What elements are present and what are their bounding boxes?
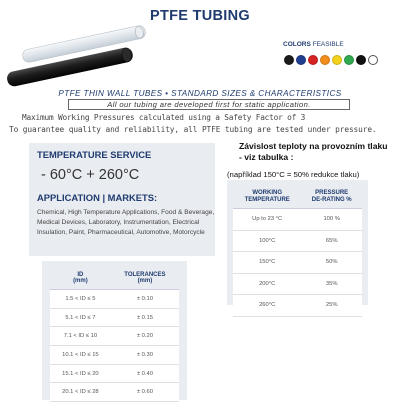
table-row (50, 346, 179, 365)
derating-cell: 65% (301, 230, 362, 252)
table-row (50, 364, 179, 383)
tol-header-id: ID (mm) (50, 266, 111, 290)
tolerance-cell: 5.1 < ID ≤ 7 (50, 308, 111, 327)
color-swatch (320, 55, 330, 65)
derating-cell: 50% (301, 252, 362, 274)
pr-header-temperature: WORKING TEMPERATURE (233, 185, 301, 209)
table-row (233, 209, 362, 231)
pressure-derating-panel (227, 180, 368, 309)
derating-cell: 200°C (233, 273, 301, 295)
tolerance-cell: 10.1 < ID ≤ 15 (50, 346, 111, 365)
table-row (233, 295, 362, 317)
color-swatch (308, 55, 318, 65)
derating-cell: Up to 23 °C (233, 209, 301, 231)
pressure-derating-table (233, 185, 362, 317)
pressure-dependency-example: (například 150°C = 50% redukce tlaku) (227, 170, 360, 179)
tubes-image (2, 22, 152, 92)
working-pressure-note: Maximum Working Pressures calculated using a Safety Factor of 3 (22, 113, 306, 122)
tolerances-panel (42, 261, 187, 400)
tolerance-cell: ± 0.10 (111, 290, 179, 309)
derating-cell: 25% (301, 295, 362, 317)
tolerance-cell: 7.1 < ID ≤ 10 (50, 327, 111, 346)
table-row (50, 383, 179, 402)
colors-label-bold: COLORS (283, 41, 311, 48)
derating-cell: 100 % (301, 209, 362, 231)
tol-header-tolerance: TOLERANCES (mm) (111, 266, 179, 290)
temperature-application-panel (29, 143, 215, 256)
derating-cell: 150°C (233, 252, 301, 274)
color-swatch (368, 55, 378, 65)
tolerance-cell: ± 0.40 (111, 364, 179, 383)
applications-text: Chemical, High Temperature Applications, Food & Beverage, Medical Devices, Laboratory, Instrumentation, Electrical Insulation, Paint, Pharmaceutical, Automotive, Motorcycle (37, 209, 215, 236)
table-row (50, 290, 179, 309)
temperature-heading: TEMPERATURE SERVICE (37, 149, 152, 160)
tolerance-cell: 20.1 < ID ≤ 28 (50, 383, 111, 402)
color-swatch (284, 55, 294, 65)
derating-cell: 35% (301, 273, 362, 295)
tolerance-cell: 1.5 < ID ≤ 5 (50, 290, 111, 309)
color-swatch (332, 55, 342, 65)
page-title: PTFE TUBING (150, 8, 250, 24)
tolerance-cell: ± 0.30 (111, 346, 179, 365)
table-row (233, 252, 362, 274)
color-swatch (356, 55, 366, 65)
tolerance-cell: ± 0.15 (111, 308, 179, 327)
color-swatch (344, 55, 354, 65)
derating-cell: 260°C (233, 295, 301, 317)
pressure-dependency-title: Závislost teploty na provozním tlaku - viz tabulka : (239, 141, 388, 162)
pr-header-derating: PRESSURE DE-RATING % (301, 185, 362, 209)
table-row (233, 273, 362, 295)
quality-note: To guarantee quality and reliability, all PTFE tubing are tested under pressure. (9, 125, 377, 134)
colors-feasible-label (283, 41, 344, 48)
table-row (50, 308, 179, 327)
applications-heading: APPLICATION | MARKETS: (37, 192, 158, 203)
tolerance-cell: ± 0.20 (111, 327, 179, 346)
tolerances-table (50, 266, 179, 402)
tolerance-cell: 15.1 < ID ≤ 20 (50, 364, 111, 383)
color-swatches (284, 55, 378, 65)
sub-heading: PTFE THIN WALL TUBES • STANDARD SIZES & CHARACTERISTICS (58, 89, 342, 98)
table-row (233, 230, 362, 252)
static-application-note: All our tubing are developed first for static application. (68, 99, 350, 110)
color-swatch (296, 55, 306, 65)
table-row (50, 327, 179, 346)
derating-cell: 100°C (233, 230, 301, 252)
tolerance-cell: ± 0.60 (111, 383, 179, 402)
temperature-range: - 60°C + 260°C (41, 167, 140, 183)
colors-label-rest: FEASIBLE (312, 41, 344, 48)
